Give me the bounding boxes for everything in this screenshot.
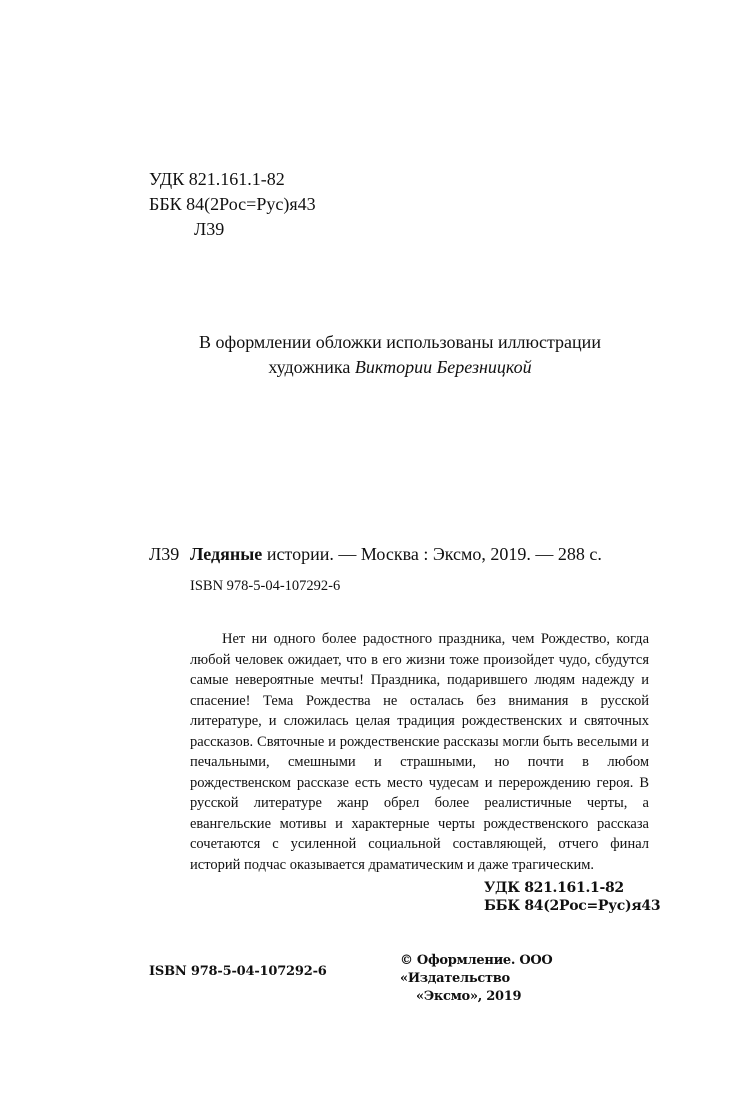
copyright-line1: © Оформление. ООО «Издательство — [400, 953, 553, 986]
copyright-notice — [400, 952, 660, 1006]
bottom-classification — [484, 879, 660, 915]
footer-isbn: ISBN 978-5-04-107292-6 — [149, 964, 327, 979]
catalog-title-rest: истории. — Москва : Эксмо, 2019. — 288 с. — [262, 544, 602, 564]
cover-credit — [120, 330, 680, 380]
catalog-row — [149, 542, 649, 567]
annotation-text: Нет ни одного более радостного праздника, чем Рождество, когда любой человек ожидает, что в его жизни тоже произойдет чудо, сбудутся самые невероятные мечты! Праздника, подарившего людям надежду и спасение! Тема Рождества не осталась без внимания в русской литературе, и сложилась целая традиция рождественских и святочных рассказов. Святочные и рождественские рассказы могли быть веселыми и печальными, смешными и страшными, но почти в любом рождественском рассказе есть место чудесам и перерождению героя. В русской литературе жанр обрел более реалистичные черты, а евангельские мотивы и характерные черты рождественского рассказа сочетаются с усиленной социальной составляющей, отчего финал историй подчас оказывается драматическим и даже трагическим. — [190, 631, 649, 873]
catalog-description — [190, 542, 649, 567]
bbk-code: ББК 84(2Рос=Рус)я43 — [149, 194, 316, 214]
bottom-bbk-code: ББК 84(2Рос=Рус)я43 — [484, 898, 661, 914]
cover-credit-line2 — [120, 355, 680, 380]
udk-code: УДК 821.161.1-82 — [149, 169, 285, 189]
copyright-line2: «Эксмо», 2019 — [416, 989, 522, 1004]
bottom-udk-code: УДК 821.161.1-82 — [484, 880, 624, 896]
catalog-author-mark: Л39 — [149, 544, 180, 564]
catalog-isbn: ISBN 978-5-04-107292-6 — [190, 578, 341, 594]
catalog-entry — [149, 542, 649, 597]
artist-name: Виктории Березницкой — [354, 357, 532, 377]
cover-credit-line1: В оформлении обложки использованы иллюстрации — [199, 332, 601, 352]
catalog-title-bold: Ледяные — [190, 544, 263, 564]
cover-credit-prefix: художника — [268, 357, 355, 377]
author-mark: Л39 — [194, 219, 225, 239]
classification-block — [149, 167, 316, 242]
